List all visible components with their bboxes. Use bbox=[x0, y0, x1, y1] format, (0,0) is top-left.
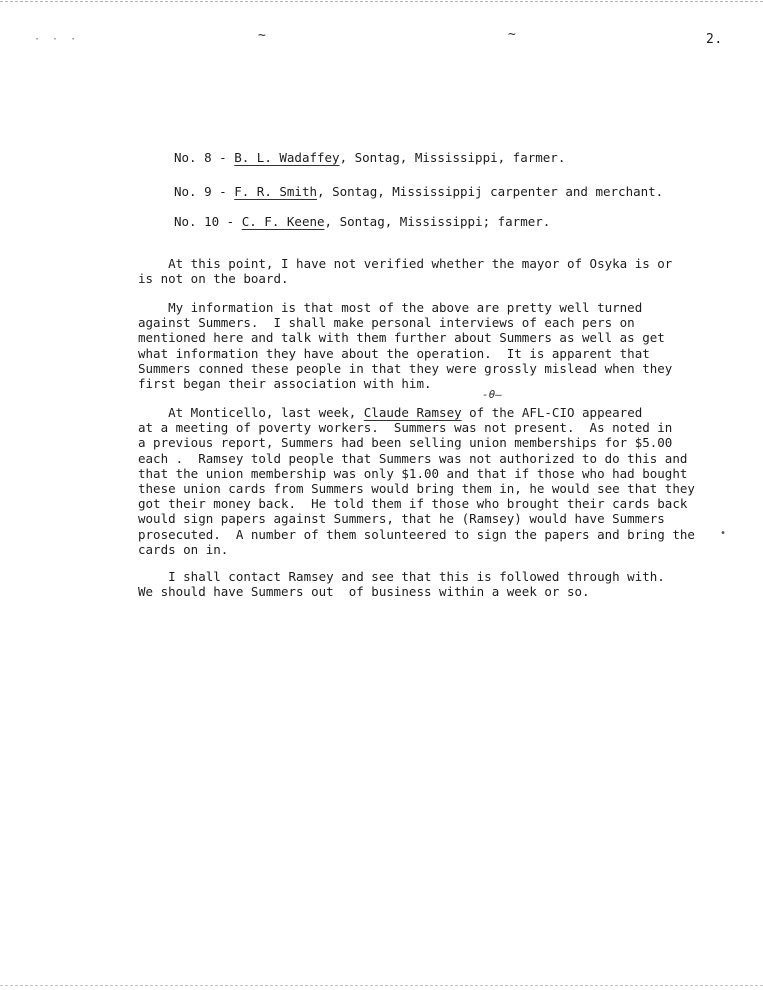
handwritten-mark: ∼ bbox=[258, 28, 266, 43]
text-line: what information they have about the operation. It is apparent that bbox=[138, 345, 650, 361]
entry-name: F. R. Smith bbox=[234, 184, 318, 199]
text-line: I shall contact Ramsey and see that this is followed through with. bbox=[138, 569, 665, 584]
text-line: At Monticello, last week, bbox=[138, 405, 364, 420]
text-line: We should have Summers out of business within a week or so. bbox=[138, 584, 590, 600]
board-member-entry bbox=[174, 214, 550, 229]
text-line: that the union membership was only $1.00 and that if those who had bought bbox=[138, 465, 688, 481]
text-line: prosecuted. A number of them solunteered to sign the papers and bring the bbox=[138, 526, 695, 542]
entry-number: No. 9 - bbox=[174, 184, 235, 199]
text-line: At this point, I have not verified whether the mayor of Osyka is or bbox=[138, 256, 673, 271]
text-line: first began their association with him. bbox=[138, 376, 432, 392]
entry-number: No. 8 - bbox=[174, 150, 235, 165]
entry-details: , Sontag, Mississippi, farmer. bbox=[339, 150, 566, 165]
page-number: 2. bbox=[706, 32, 723, 47]
text-line: Summers conned these people in that they were grossly mislead when they bbox=[138, 360, 673, 376]
scan-specks: · · · bbox=[34, 34, 80, 45]
text-line: mentioned here and talk with them further about Summers as well as get bbox=[138, 330, 665, 346]
text-line: a previous report, Summers had been selling union memberships for $5.00 bbox=[138, 435, 673, 451]
handwritten-mark: ∼ bbox=[508, 27, 516, 42]
text-line: got their money back. He told them if those who brought their cards back bbox=[138, 496, 688, 512]
entry-details: , Sontag, Mississippi; farmer. bbox=[324, 214, 551, 229]
underlined-name: Claude Ramsey bbox=[363, 405, 462, 420]
paragraph-osyka-mayor bbox=[138, 256, 728, 286]
board-member-entry bbox=[174, 184, 663, 199]
paragraph-monticello bbox=[138, 405, 728, 557]
text-line: would sign papers against Summers, that he (Ramsey) would have Summers bbox=[138, 511, 665, 527]
board-member-entry bbox=[174, 150, 565, 165]
text-line: of the AFL-CIO appeared bbox=[461, 405, 643, 420]
text-line: My information is that most of the above are pretty well turned bbox=[138, 300, 643, 315]
entry-name: C. F. Keene bbox=[241, 214, 325, 229]
top-edge-rule bbox=[0, 1, 763, 2]
entry-name: B. L. Wadaffey bbox=[234, 150, 340, 165]
text-line: each . Ramsey told people that Summers was not authorized to do this and bbox=[138, 450, 688, 466]
text-line: cards on in. bbox=[138, 541, 229, 557]
entry-number: No. 10 - bbox=[174, 214, 242, 229]
text-line: is not on the board. bbox=[138, 271, 289, 287]
entry-details: , Sontag, Mississippij carpenter and merchant. bbox=[317, 184, 664, 199]
paragraph-information bbox=[138, 300, 728, 391]
paragraph-closing bbox=[138, 569, 728, 599]
text-line: at a meeting of poverty workers. Summers was not present. As noted in bbox=[138, 420, 673, 436]
bottom-edge-rule bbox=[0, 985, 763, 986]
handwritten-initial: -θ— bbox=[482, 388, 502, 401]
margin-dot: • bbox=[720, 528, 727, 539]
text-line: these union cards from Summers would bring them in, he would see that they bbox=[138, 481, 695, 497]
text-line: against Summers. I shall make personal interviews of each pers on bbox=[138, 315, 635, 331]
